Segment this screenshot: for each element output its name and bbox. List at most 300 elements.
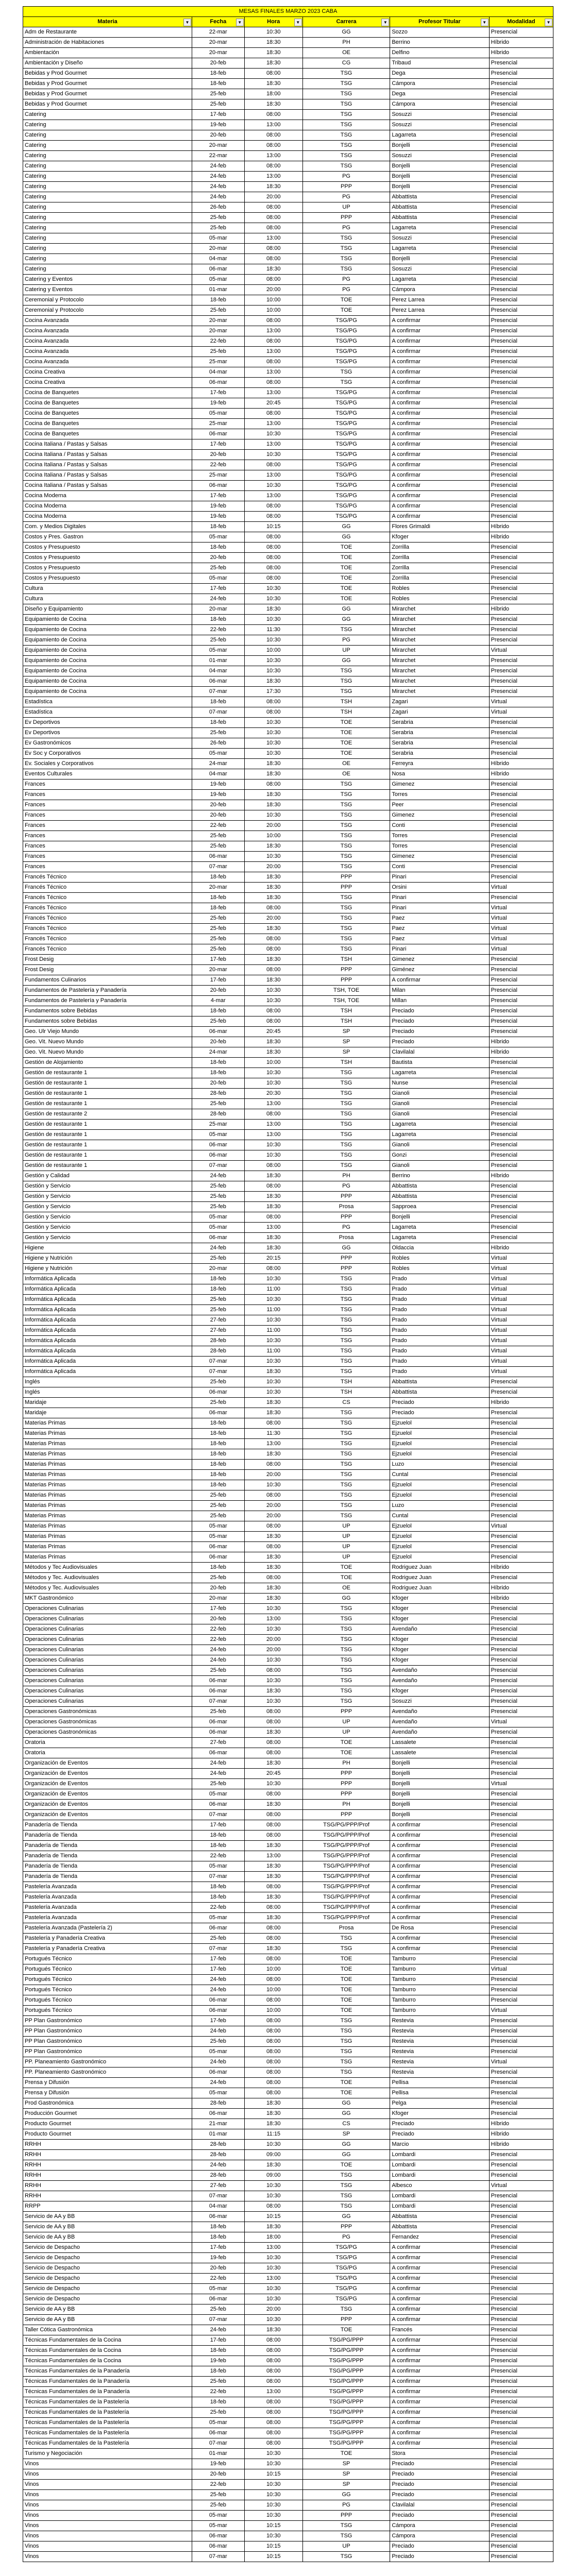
cell-hora[interactable]: 18:30 xyxy=(244,1563,302,1573)
cell-materia[interactable]: Materias Primas xyxy=(23,1490,192,1501)
cell-hora[interactable]: 08:00 xyxy=(244,2016,302,2026)
cell-fecha[interactable]: 24-mar xyxy=(192,1047,244,1058)
cell-fecha[interactable]: 24-feb xyxy=(192,1985,244,1995)
cell-hora[interactable]: 10:30 xyxy=(244,1480,302,1490)
cell-carrera[interactable]: TSH xyxy=(302,1006,390,1016)
cell-materia[interactable]: Costos y Presupuesto xyxy=(23,573,192,584)
cell-profesor[interactable]: Zagari xyxy=(390,707,489,718)
cell-hora[interactable]: 18:30 xyxy=(244,1047,302,1058)
cell-hora[interactable]: 08:00 xyxy=(244,1161,302,1171)
cell-hora[interactable]: 18:30 xyxy=(244,1192,302,1202)
cell-carrera[interactable]: UP xyxy=(302,1717,390,1727)
cell-materia[interactable]: Oratoria xyxy=(23,1748,192,1758)
cell-hora[interactable]: 18:30 xyxy=(244,1872,302,1882)
cell-profesor[interactable]: Mirarchet xyxy=(390,604,489,615)
cell-profesor[interactable]: Pinari xyxy=(390,944,489,955)
cell-carrera[interactable]: TSG/PG/PPP xyxy=(302,2397,390,2408)
cell-hora[interactable]: 10:30 xyxy=(244,656,302,666)
cell-carrera[interactable]: TSG/PG xyxy=(302,429,390,439)
cell-modalidad[interactable]: Híbrido xyxy=(489,1037,553,1047)
cell-materia[interactable]: Operaciones Gastronómicas xyxy=(23,1707,192,1717)
cell-materia[interactable]: Cocina de Banquetes xyxy=(23,398,192,409)
cell-materia[interactable]: Operaciones Culinarias xyxy=(23,1655,192,1666)
cell-fecha[interactable]: 25-feb xyxy=(192,2490,244,2500)
cell-carrera[interactable]: TOE xyxy=(302,543,390,553)
cell-profesor[interactable]: Preciado xyxy=(390,1006,489,1016)
cell-materia[interactable]: Bebidas y Prod Gourmet xyxy=(23,99,192,110)
cell-hora[interactable]: 18:30 xyxy=(244,1408,302,1418)
cell-fecha[interactable]: 05-mar xyxy=(192,1223,244,1233)
cell-materia[interactable]: RRHH xyxy=(23,2140,192,2150)
cell-hora[interactable]: 10:30 xyxy=(244,1295,302,1305)
cell-fecha[interactable]: 06-mar xyxy=(192,1727,244,1738)
cell-materia[interactable]: Servicio de AA y BB xyxy=(23,2304,192,2315)
cell-carrera[interactable]: TSH xyxy=(302,955,390,965)
cell-materia[interactable]: Organización de Eventos xyxy=(23,1789,192,1800)
cell-modalidad[interactable]: Presencial xyxy=(489,1449,553,1460)
cell-fecha[interactable]: 22-feb xyxy=(192,625,244,635)
cell-modalidad[interactable]: Presencial xyxy=(489,223,553,233)
cell-fecha[interactable]: 28-feb xyxy=(192,1109,244,1120)
cell-carrera[interactable]: TSG xyxy=(302,1089,390,1099)
cell-hora[interactable]: 13:00 xyxy=(244,470,302,481)
cell-profesor[interactable]: Serabria xyxy=(390,749,489,759)
cell-fecha[interactable]: 24-feb xyxy=(192,1243,244,1253)
cell-fecha[interactable]: 20-mar xyxy=(192,1594,244,1604)
cell-materia[interactable]: Diseño y Equipamiento xyxy=(23,604,192,615)
cell-carrera[interactable]: SP xyxy=(302,2129,390,2140)
cell-carrera[interactable]: TSG/PG/PPP xyxy=(302,2438,390,2449)
cell-profesor[interactable]: A confirmar xyxy=(390,470,489,481)
cell-modalidad[interactable]: Virtual xyxy=(489,1964,553,1975)
cell-carrera[interactable]: TSH xyxy=(302,707,390,718)
cell-profesor[interactable]: Cámpora xyxy=(390,99,489,110)
cell-profesor[interactable]: Orsini xyxy=(390,883,489,893)
cell-profesor[interactable]: Pinari xyxy=(390,872,489,883)
cell-hora[interactable]: 08:00 xyxy=(244,2428,302,2438)
cell-carrera[interactable]: TSG xyxy=(302,1078,390,1089)
cell-modalidad[interactable]: Presencial xyxy=(489,1738,553,1748)
cell-fecha[interactable]: 28-feb xyxy=(192,2098,244,2109)
cell-hora[interactable]: 18:30 xyxy=(244,99,302,110)
cell-materia[interactable]: Operaciones Gastronómicas xyxy=(23,1717,192,1727)
cell-hora[interactable]: 10:30 xyxy=(244,1624,302,1635)
cell-fecha[interactable]: 07-mar xyxy=(192,707,244,718)
cell-hora[interactable]: 10:30 xyxy=(244,2315,302,2325)
cell-profesor[interactable]: Lagarreta xyxy=(390,1068,489,1078)
cell-profesor[interactable]: Lombardi xyxy=(390,2201,489,2212)
cell-profesor[interactable]: Mirarchet xyxy=(390,625,489,635)
cell-fecha[interactable]: 20-mar xyxy=(192,883,244,893)
cell-modalidad[interactable]: Presencial xyxy=(489,1789,553,1800)
cell-modalidad[interactable]: Presencial xyxy=(489,2078,553,2088)
cell-carrera[interactable]: TSG xyxy=(302,1511,390,1521)
cell-modalidad[interactable]: Presencial xyxy=(489,2109,553,2119)
cell-materia[interactable]: Vinos xyxy=(23,2500,192,2511)
cell-materia[interactable]: Higiene xyxy=(23,1243,192,1253)
cell-modalidad[interactable]: Híbrido xyxy=(489,1243,553,1253)
cell-carrera[interactable]: SP xyxy=(302,2469,390,2480)
cell-carrera[interactable]: TSG xyxy=(302,1099,390,1109)
cell-hora[interactable]: 18:30 xyxy=(244,38,302,48)
cell-materia[interactable]: Gestión y Calidad xyxy=(23,1171,192,1181)
cell-profesor[interactable]: Preciado xyxy=(390,2511,489,2521)
cell-profesor[interactable]: A confirmar xyxy=(390,2335,489,2346)
cell-modalidad[interactable]: Presencial xyxy=(489,1377,553,1387)
cell-hora[interactable]: 20:00 xyxy=(244,1501,302,1511)
cell-hora[interactable]: 08:00 xyxy=(244,944,302,955)
cell-modalidad[interactable]: Híbrido xyxy=(489,38,553,48)
cell-profesor[interactable]: Abbattista xyxy=(390,2222,489,2232)
cell-materia[interactable]: Frost Desig xyxy=(23,965,192,975)
cell-materia[interactable]: Catering xyxy=(23,192,192,202)
cell-carrera[interactable]: TSG/PG xyxy=(302,2263,390,2274)
cell-modalidad[interactable]: Presencial xyxy=(489,213,553,223)
cell-carrera[interactable]: TSG xyxy=(302,1501,390,1511)
cell-modalidad[interactable]: Presencial xyxy=(489,2552,553,2562)
cell-fecha[interactable]: 28-feb xyxy=(192,1346,244,1357)
cell-profesor[interactable]: Robles xyxy=(390,1264,489,1274)
cell-fecha[interactable]: 19-feb xyxy=(192,120,244,130)
cell-fecha[interactable]: 26-feb xyxy=(192,738,244,749)
cell-materia[interactable]: Geo. Ulr Viejo Mundo xyxy=(23,1027,192,1037)
cell-profesor[interactable]: A confirmar xyxy=(390,491,489,501)
cell-carrera[interactable]: TSG xyxy=(302,1408,390,1418)
cell-modalidad[interactable]: Presencial xyxy=(489,1027,553,1037)
cell-carrera[interactable]: TSH xyxy=(302,697,390,707)
cell-materia[interactable]: Francés Técnico xyxy=(23,872,192,883)
cell-modalidad[interactable]: Virtual xyxy=(489,1367,553,1377)
cell-materia[interactable]: Operaciones Culinarias xyxy=(23,1666,192,1676)
cell-profesor[interactable]: Lagarreta xyxy=(390,1130,489,1140)
cell-hora[interactable]: 08:00 xyxy=(244,378,302,388)
cell-hora[interactable]: 08:00 xyxy=(244,1212,302,1223)
cell-hora[interactable]: 10:00 xyxy=(244,1058,302,1068)
cell-hora[interactable]: 18:30 xyxy=(244,883,302,893)
cell-profesor[interactable]: Pinari xyxy=(390,893,489,903)
cell-materia[interactable]: Materias Primas xyxy=(23,1521,192,1532)
cell-hora[interactable]: 20:00 xyxy=(244,2304,302,2315)
cell-hora[interactable]: 13:00 xyxy=(244,439,302,450)
cell-hora[interactable]: 08:00 xyxy=(244,512,302,522)
cell-modalidad[interactable]: Presencial xyxy=(489,2191,553,2201)
cell-materia[interactable]: Gestión de restaurante 1 xyxy=(23,1130,192,1140)
cell-modalidad[interactable]: Presencial xyxy=(489,1831,553,1841)
cell-carrera[interactable]: TSG/PG/PPP xyxy=(302,2408,390,2418)
cell-hora[interactable]: 08:00 xyxy=(244,501,302,512)
cell-hora[interactable]: 10:00 xyxy=(244,1964,302,1975)
cell-materia[interactable]: Fundamentos Culinarios xyxy=(23,975,192,986)
cell-carrera[interactable]: TSG/PG/PPP/Prof xyxy=(302,1820,390,1831)
cell-modalidad[interactable]: Híbrido xyxy=(489,604,553,615)
cell-hora[interactable]: 08:00 xyxy=(244,1521,302,1532)
cell-fecha[interactable]: 25-feb xyxy=(192,1707,244,1717)
cell-fecha[interactable]: 20-feb xyxy=(192,2263,244,2274)
cell-modalidad[interactable]: Presencial xyxy=(489,2274,553,2284)
cell-materia[interactable]: Métodos y Tec. Audiovisuales xyxy=(23,1583,192,1594)
cell-materia[interactable]: Catering xyxy=(23,264,192,275)
cell-profesor[interactable]: Sosuzzi xyxy=(390,264,489,275)
cell-modalidad[interactable]: Presencial xyxy=(489,151,553,161)
cell-profesor[interactable]: Bonjelli xyxy=(390,172,489,182)
cell-materia[interactable]: Frost Desig xyxy=(23,955,192,965)
cell-profesor[interactable]: Pellisa xyxy=(390,2088,489,2098)
cell-modalidad[interactable]: Híbrido xyxy=(489,759,553,769)
cell-materia[interactable]: Operaciones Culinarias xyxy=(23,1624,192,1635)
cell-carrera[interactable]: TOE xyxy=(302,594,390,604)
cell-fecha[interactable]: 25-feb xyxy=(192,2304,244,2315)
cell-profesor[interactable]: A confirmar xyxy=(390,388,489,398)
cell-profesor[interactable]: A confirmar xyxy=(390,975,489,986)
cell-profesor[interactable]: Flores Grimaldi xyxy=(390,522,489,532)
cell-hora[interactable]: 08:00 xyxy=(244,1748,302,1758)
cell-fecha[interactable]: 25-feb xyxy=(192,1253,244,1264)
cell-fecha[interactable]: 25-feb xyxy=(192,728,244,738)
cell-carrera[interactable]: TOE xyxy=(302,2325,390,2335)
cell-materia[interactable]: Organización de Eventos xyxy=(23,1810,192,1820)
cell-modalidad[interactable]: Presencial xyxy=(489,584,553,594)
cell-fecha[interactable]: 24-feb xyxy=(192,2078,244,2088)
cell-hora[interactable]: 20:45 xyxy=(244,1027,302,1037)
cell-materia[interactable]: Producto Gourmet xyxy=(23,2129,192,2140)
cell-fecha[interactable]: 25-feb xyxy=(192,1016,244,1027)
cell-hora[interactable]: 08:00 xyxy=(244,2067,302,2078)
cell-hora[interactable]: 10:15 xyxy=(244,522,302,532)
cell-carrera[interactable]: TSG/PG xyxy=(302,460,390,470)
cell-modalidad[interactable]: Presencial xyxy=(489,955,553,965)
cell-profesor[interactable]: Preciado xyxy=(390,1016,489,1027)
cell-carrera[interactable]: TOE xyxy=(302,738,390,749)
cell-modalidad[interactable]: Presencial xyxy=(489,2253,553,2263)
cell-fecha[interactable]: 18-feb xyxy=(192,718,244,728)
cell-hora[interactable]: 20:00 xyxy=(244,913,302,924)
cell-modalidad[interactable]: Presencial xyxy=(489,676,553,687)
cell-fecha[interactable]: 04-mar xyxy=(192,367,244,378)
cell-modalidad[interactable]: Presencial xyxy=(489,58,553,69)
cell-modalidad[interactable]: Presencial xyxy=(489,1439,553,1449)
cell-carrera[interactable]: TSG/PG xyxy=(302,388,390,398)
cell-carrera[interactable]: TSG xyxy=(302,1697,390,1707)
cell-hora[interactable]: 13:00 xyxy=(244,2387,302,2397)
cell-fecha[interactable]: 17-feb xyxy=(192,1954,244,1964)
cell-materia[interactable]: Organización de Eventos xyxy=(23,1769,192,1779)
cell-carrera[interactable]: TSG/PG/PPP xyxy=(302,2428,390,2438)
cell-hora[interactable]: 08:00 xyxy=(244,1717,302,1727)
cell-hora[interactable]: 08:00 xyxy=(244,2418,302,2428)
cell-fecha[interactable]: 20-mar xyxy=(192,316,244,326)
cell-fecha[interactable]: 17-feb xyxy=(192,584,244,594)
cell-carrera[interactable]: PG xyxy=(302,275,390,285)
cell-fecha[interactable]: 24-feb xyxy=(192,594,244,604)
cell-fecha[interactable]: 05-mar xyxy=(192,749,244,759)
cell-materia[interactable]: Catering xyxy=(23,223,192,233)
cell-fecha[interactable]: 19-feb xyxy=(192,501,244,512)
cell-fecha[interactable]: 05-mar xyxy=(192,646,244,656)
cell-hora[interactable]: 08:00 xyxy=(244,1490,302,1501)
cell-modalidad[interactable]: Presencial xyxy=(489,975,553,986)
cell-fecha[interactable]: 27-feb xyxy=(192,1326,244,1336)
cell-profesor[interactable]: Lassalete xyxy=(390,1748,489,1758)
cell-hora[interactable]: 10:30 xyxy=(244,481,302,491)
cell-modalidad[interactable]: Presencial xyxy=(489,872,553,883)
cell-modalidad[interactable]: Presencial xyxy=(489,1120,553,1130)
cell-fecha[interactable]: 20-feb xyxy=(192,130,244,141)
cell-modalidad[interactable]: Presencial xyxy=(489,1913,553,1923)
cell-hora[interactable]: 18:30 xyxy=(244,1233,302,1243)
cell-fecha[interactable]: 25-feb xyxy=(192,831,244,841)
cell-carrera[interactable]: TSG xyxy=(302,2521,390,2531)
cell-materia[interactable]: Maridaje xyxy=(23,1398,192,1408)
cell-modalidad[interactable]: Presencial xyxy=(489,2026,553,2037)
cell-modalidad[interactable]: Presencial xyxy=(489,2201,553,2212)
cell-modalidad[interactable]: Presencial xyxy=(489,120,553,130)
cell-fecha[interactable]: 06-mar xyxy=(192,2212,244,2222)
cell-fecha[interactable]: 25-feb xyxy=(192,913,244,924)
cell-fecha[interactable]: 17-feb xyxy=(192,1604,244,1614)
cell-materia[interactable]: RRPP xyxy=(23,2201,192,2212)
cell-carrera[interactable]: TSG xyxy=(302,944,390,955)
cell-materia[interactable]: Operaciones Culinarias xyxy=(23,1614,192,1624)
cell-fecha[interactable]: 06-mar xyxy=(192,2109,244,2119)
cell-materia[interactable]: PP Plan Gastronómico xyxy=(23,2047,192,2057)
cell-profesor[interactable]: A confirmar xyxy=(390,2263,489,2274)
cell-modalidad[interactable]: Presencial xyxy=(489,202,553,213)
cell-hora[interactable]: 10:30 xyxy=(244,996,302,1006)
cell-hora[interactable]: 08:00 xyxy=(244,1264,302,1274)
cell-materia[interactable]: Pastelería Avanzada xyxy=(23,1903,192,1913)
cell-fecha[interactable]: 06-mar xyxy=(192,1748,244,1758)
cell-modalidad[interactable]: Presencial xyxy=(489,141,553,151)
cell-fecha[interactable]: 17-feb xyxy=(192,1964,244,1975)
cell-hora[interactable]: 13:00 xyxy=(244,2243,302,2253)
cell-carrera[interactable]: TSG xyxy=(302,1635,390,1645)
cell-profesor[interactable]: Pelga xyxy=(390,2098,489,2109)
cell-materia[interactable]: Francés Técnico xyxy=(23,893,192,903)
cell-modalidad[interactable]: Presencial xyxy=(489,666,553,676)
cell-modalidad[interactable]: Presencial xyxy=(489,336,553,347)
cell-carrera[interactable]: SP xyxy=(302,2480,390,2490)
cell-hora[interactable]: 10:30 xyxy=(244,1697,302,1707)
header-materia[interactable] xyxy=(23,17,192,27)
cell-fecha[interactable]: 17-feb xyxy=(192,975,244,986)
cell-carrera[interactable]: TOE xyxy=(302,2449,390,2459)
cell-modalidad[interactable]: Presencial xyxy=(489,821,553,831)
cell-materia[interactable]: Gestión de restaurante 1 xyxy=(23,1161,192,1171)
cell-fecha[interactable]: 25-feb xyxy=(192,99,244,110)
cell-materia[interactable]: PP. Planeamiento Gastronómico xyxy=(23,2067,192,2078)
cell-modalidad[interactable]: Presencial xyxy=(489,1099,553,1109)
cell-fecha[interactable]: 17-feb xyxy=(192,439,244,450)
cell-profesor[interactable]: A confirmar xyxy=(390,2274,489,2284)
cell-carrera[interactable]: TSG xyxy=(302,1120,390,1130)
cell-fecha[interactable]: 06-mar xyxy=(192,2531,244,2541)
cell-profesor[interactable]: Paez xyxy=(390,934,489,944)
cell-hora[interactable]: 08:00 xyxy=(244,1181,302,1192)
cell-hora[interactable]: 10:00 xyxy=(244,295,302,306)
cell-profesor[interactable]: Francés xyxy=(390,2325,489,2335)
cell-fecha[interactable]: 18-feb xyxy=(192,2232,244,2243)
cell-modalidad[interactable]: Presencial xyxy=(489,316,553,326)
cell-profesor[interactable]: Cámpora xyxy=(390,2521,489,2531)
cell-fecha[interactable]: 06-mar xyxy=(192,1140,244,1150)
cell-profesor[interactable]: Robles xyxy=(390,1253,489,1264)
cell-modalidad[interactable]: Presencial xyxy=(489,2016,553,2026)
cell-materia[interactable]: Estadística xyxy=(23,707,192,718)
cell-profesor[interactable]: Ejzuelol xyxy=(390,1552,489,1563)
cell-materia[interactable]: Técnicas Fundamentales de la Panadería xyxy=(23,2387,192,2397)
cell-profesor[interactable]: Torres xyxy=(390,790,489,800)
cell-hora[interactable]: 10:30 xyxy=(244,749,302,759)
cell-carrera[interactable]: PPP xyxy=(302,1707,390,1717)
cell-fecha[interactable]: 05-mar xyxy=(192,2284,244,2294)
cell-fecha[interactable]: 07-mar xyxy=(192,862,244,872)
cell-materia[interactable]: Servicio de AA y BB xyxy=(23,2315,192,2325)
cell-modalidad[interactable]: Presencial xyxy=(489,1192,553,1202)
cell-modalidad[interactable]: Presencial xyxy=(489,2067,553,2078)
cell-hora[interactable]: 11:00 xyxy=(244,1284,302,1295)
cell-carrera[interactable]: CS xyxy=(302,1398,390,1408)
cell-hora[interactable]: 08:00 xyxy=(244,110,302,120)
cell-fecha[interactable]: 01-mar xyxy=(192,285,244,295)
cell-modalidad[interactable]: Presencial xyxy=(489,326,553,336)
cell-carrera[interactable]: OE xyxy=(302,769,390,779)
cell-materia[interactable]: Técnicas Fundamentales de la Panadería xyxy=(23,2377,192,2387)
cell-carrera[interactable]: TSG xyxy=(302,378,390,388)
cell-materia[interactable]: Higiene y Nutrición xyxy=(23,1253,192,1264)
cell-hora[interactable]: 18:30 xyxy=(244,1367,302,1377)
cell-materia[interactable]: Servicio de Despacho xyxy=(23,2263,192,2274)
cell-hora[interactable]: 13:00 xyxy=(244,1614,302,1624)
cell-modalidad[interactable]: Presencial xyxy=(489,1944,553,1954)
cell-modalidad[interactable]: Presencial xyxy=(489,1202,553,1212)
cell-carrera[interactable]: PPP xyxy=(302,1253,390,1264)
cell-fecha[interactable]: 07-mar xyxy=(192,2315,244,2325)
cell-modalidad[interactable]: Presencial xyxy=(489,1841,553,1851)
cell-hora[interactable]: 08:00 xyxy=(244,543,302,553)
cell-fecha[interactable]: 25-mar xyxy=(192,357,244,367)
cell-materia[interactable]: Materias Primas xyxy=(23,1439,192,1449)
cell-carrera[interactable]: Prosa xyxy=(302,1923,390,1934)
cell-hora[interactable]: 10:30 xyxy=(244,986,302,996)
cell-modalidad[interactable]: Presencial xyxy=(489,306,553,316)
cell-hora[interactable]: 13:00 xyxy=(244,326,302,336)
cell-modalidad[interactable]: Híbrido xyxy=(489,532,553,543)
cell-carrera[interactable]: UP xyxy=(302,202,390,213)
cell-materia[interactable]: Fundamentos de Pastelería y Panadería xyxy=(23,986,192,996)
cell-carrera[interactable]: TSG/PG xyxy=(302,336,390,347)
cell-profesor[interactable]: Bonjelli xyxy=(390,141,489,151)
cell-carrera[interactable]: TSG xyxy=(302,1449,390,1460)
cell-fecha[interactable]: 20-mar xyxy=(192,965,244,975)
cell-materia[interactable]: Materias Primas xyxy=(23,1501,192,1511)
cell-profesor[interactable]: A confirmar xyxy=(390,2438,489,2449)
cell-modalidad[interactable]: Virtual xyxy=(489,707,553,718)
cell-hora[interactable]: 18:30 xyxy=(244,1532,302,1542)
cell-carrera[interactable]: CG xyxy=(302,58,390,69)
cell-fecha[interactable]: 24-feb xyxy=(192,1171,244,1181)
cell-carrera[interactable]: CS xyxy=(302,2119,390,2129)
cell-materia[interactable]: Cocina Avanzada xyxy=(23,357,192,367)
cell-modalidad[interactable]: Híbrido xyxy=(489,1594,553,1604)
cell-modalidad[interactable]: Presencial xyxy=(489,2098,553,2109)
cell-modalidad[interactable]: Presencial xyxy=(489,512,553,522)
cell-carrera[interactable]: TSG xyxy=(302,2181,390,2191)
cell-materia[interactable]: Panadería de Tienda xyxy=(23,1820,192,1831)
cell-carrera[interactable]: TSG xyxy=(302,2067,390,2078)
cell-fecha[interactable]: 17-feb xyxy=(192,2243,244,2253)
cell-profesor[interactable]: Kfoger xyxy=(390,2109,489,2119)
cell-hora[interactable]: 11:30 xyxy=(244,1429,302,1439)
